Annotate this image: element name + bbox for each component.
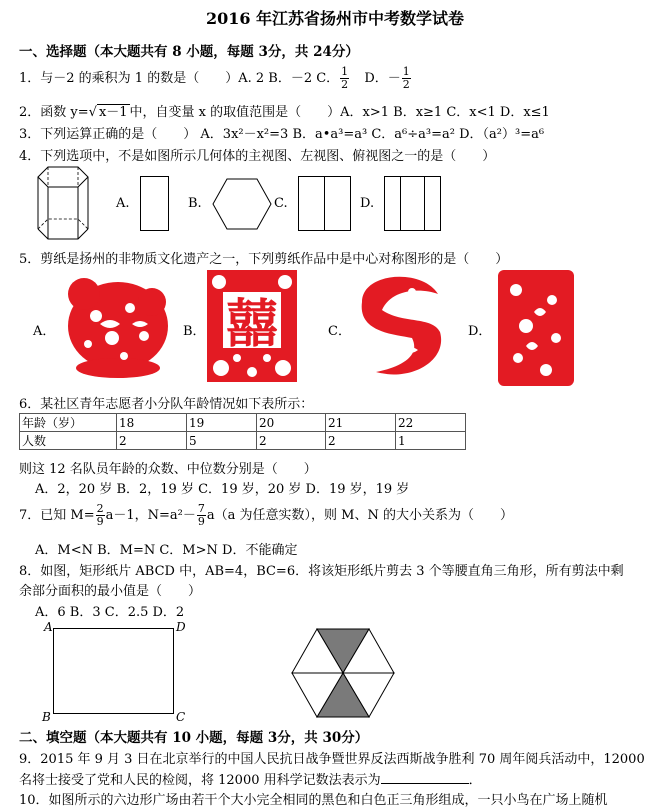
question-2-post: 中，自变量 x 的取值范围是（ ）A．x>1 B．x≥1 C．x<1 D．x≤1 [129,105,550,120]
papercut-monkey-image [60,272,176,380]
question-8-options: A．6 B．3 C．2.5 D．2 [35,605,185,620]
table-cell: 22 [396,414,466,432]
table-cell: 2 [117,432,187,450]
papercut-floral-image [496,266,576,390]
answer-blank[interactable] [381,783,469,784]
view-two-rectangles [298,176,352,232]
question-6: 6．某社区青年志愿者小分队年龄情况如下表所示： [19,397,314,412]
table-cell: 18 [117,414,187,432]
question-1-option-d: D．－ [364,71,401,86]
question-7-p2: a－1，N=a²－ [105,508,196,523]
page-title: 2016 年江苏省扬州市中考数学试卷 [205,9,465,28]
vertex-a-label: A [44,620,53,634]
question-8-line-1: 8．如图，矩形纸片 ABCD 中，AB=4，BC=6．将该矩形纸片剪去 3 个等腰直角三角形，所有剪法中剩 [19,564,624,579]
section-fill-heading: 二、填空题（本大题共有 10 小题，每题 3分，共 30分） [19,730,369,746]
question-7-p3: a（a 为任意实数），则 M、N 的大小关系为（ ） [206,508,513,523]
table-row [20,432,466,450]
section-choice-heading: 一、选择题（本大题共有 8 小题，每题 3分，共 24分） [19,44,359,60]
question-4: 4．下列选项中，不是如图所示几何体的主视图、左视图、俯视图之一的是（ ） [19,149,496,164]
option-d-label: D. [360,196,375,211]
question-2: 2．函数 y=√ x－1 中，自变量 x 的取值范围是（ ）A．x>1 B．x≥1 C．x<1 D．x≤1 [19,105,550,120]
question-6-options: A．2，20 岁 B．2，19 岁 C．19 岁，20 岁 D．19 岁，19 岁 [35,482,410,497]
table-row [20,414,466,432]
question-3: 3．下列运算正确的是（ ） A．3x²－x²=3 B．a•a³=a³ C．a⁶÷a³=a² D．（a²）³=a⁶ [19,127,545,142]
table-cell: 19 [187,414,257,432]
question-9-text: 名将士接受了党和人民的检阅，将 12000 用科学记数法表示为 [19,773,381,788]
fraction-two-ninths: $\frac{2}{9}$ [96,502,104,528]
option-c-label: C. [274,196,288,211]
option-d-label-q5: D． [468,324,492,339]
fraction-half-neg: $\frac{1}{2}$ [402,65,410,91]
vertex-d-label: D [176,620,186,634]
question-7 [19,503,513,528]
option-a-label: A. [116,196,130,211]
question-8-line-2: 余部分面积的最小值是（ ） [19,584,202,599]
option-a-label-q5: A． [33,324,56,339]
fraction-half: $\frac{1}{2}$ [341,65,349,91]
age-table [19,413,466,450]
hexagonal-prism-figure [34,165,94,243]
view-hexagon [212,178,272,230]
option-c-label-q5: C． [328,324,351,339]
question-9-line-1: 9．2015 年 9 月 3 日在北京举行的中国人民抗日战争暨世界反法西斯战争胜利 70 周年阅兵活动中，12000 [19,752,645,767]
table-cell: 年龄（岁） [20,414,117,432]
question-9-end: ． [468,773,482,788]
papercut-fish-image [352,272,448,380]
question-1 [19,66,412,91]
question-2-pre: 2．函数 y= [19,105,89,120]
papercut-double-happiness-image [207,270,297,382]
vertex-c-label: C [176,710,186,724]
question-5: 5．剪纸是扬州的非物质文化遗产之一，下列剪纸作品中是中心对称图形的是（ ） [19,252,509,267]
table-cell: 人数 [20,432,117,450]
question-1-text: 1．与－2 的乘积为 1 的数是（ ）A. 2 B．－2 C． [19,71,340,86]
view-three-rectangles [384,176,442,232]
table-cell: 2 [326,432,396,450]
question-7-options: A．M<N B．M=N C．M>N D．不能确定 [35,543,298,558]
question-7-p1: 7．已知 M= [19,508,95,523]
radical: x－1 [98,105,128,120]
question-10: 10．如图所示的六边形广场由若干个大小完全相同的黑色和白色正三角形组成，一只小鸟在广场上随机 [19,793,608,808]
option-b-label-q5: B． [183,324,206,339]
rectangle-abcd-figure [40,618,200,724]
table-cell: 1 [396,432,466,450]
question-9-line-2 [19,769,482,788]
table-cell: 2 [257,432,326,450]
table-cell: 5 [187,432,257,450]
hexagon-triangles-figure [291,628,395,718]
fraction-seven-ninths: $\frac{7}{9}$ [197,502,205,528]
table-cell: 20 [257,414,326,432]
view-rectangle [140,176,170,232]
option-b-label: B. [188,196,202,211]
vertex-b-label: B [42,710,51,724]
xi-character: 囍 [225,295,279,355]
question-6-ask: 则这 12 名队员年龄的众数、中位数分别是（ ） [19,462,317,477]
table-cell: 21 [326,414,396,432]
